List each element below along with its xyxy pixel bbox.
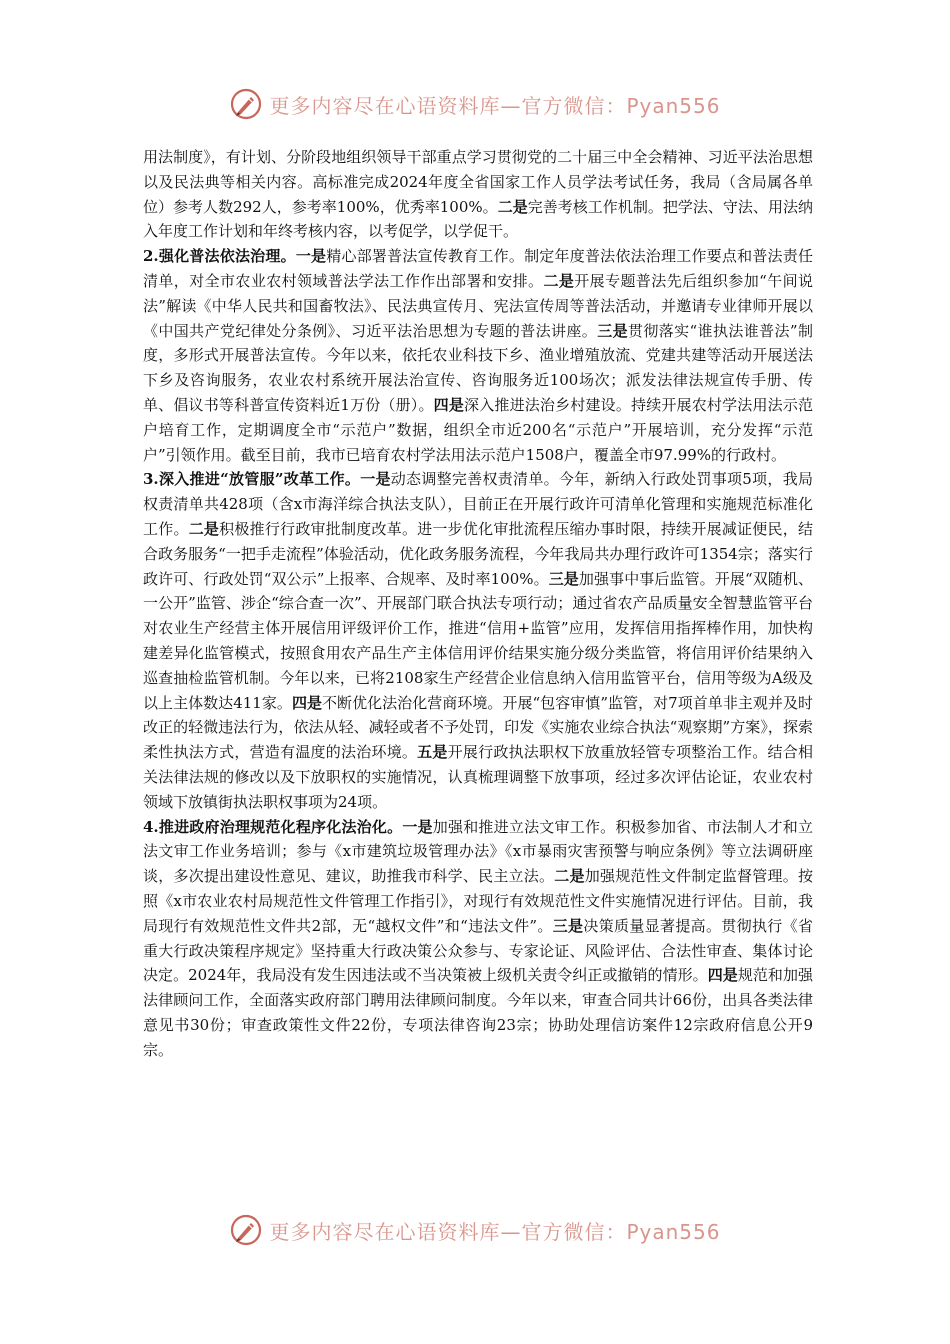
paragraph-text: 贯彻落实“谁执法谁普法”制度，多形式开展普法宣传。今年以来，依托农业科技下乡、渔业增殖放流、党建共建等活动开展送法下乡及咨询服务，农业农村系统开展法治宣传、咨询服务近100场次；派发法律法规宣传手册、传单、倡议书等科普宣传资料近1万份（册）。 <box>143 321 813 414</box>
header-watermark-banner <box>0 84 950 124</box>
ordinal-keyword: 五是 <box>417 743 448 762</box>
paragraph-text: 规范和加强法律顾问工作，全面落实政府部门聘用法律顾问制度。今年以来，审查合同共计66份，出具各类法律意见书30份；审查政策性文件22份，专项法律咨询23宗；协助处理信访案件12宗政府信息公开9宗。 <box>143 966 813 1059</box>
ordinal-keyword: 三是 <box>597 321 628 340</box>
ordinal-keyword: 三是 <box>552 916 584 935</box>
paragraph-text: 完善考核工作机制。把学法、守法、用法纳入年度工作计划和年终考核内容，以考促学，以学促干。 <box>143 197 813 241</box>
ordinal-keyword: 二是 <box>497 197 528 216</box>
ordinal-keyword: 二是 <box>188 519 220 538</box>
ordinal-keyword: 四是 <box>433 395 465 414</box>
paragraph <box>143 145 813 244</box>
pen-logo-icon <box>229 1213 263 1247</box>
ordinal-keyword: 一是 <box>295 247 327 266</box>
ordinal-keyword: 二是 <box>554 867 585 886</box>
paragraph-text: 动态调整完善权责清单。今年，新纳入行政处罚事项5项，我局权责清单共428项（含x市海洋综合执法支队），目前正在开展行政许可清单化管理和实施规范标准化工作。 <box>143 470 813 538</box>
document-body <box>143 145 813 1062</box>
pen-logo-icon <box>229 87 263 121</box>
paragraph-text: 加强规范性文件制定监督管理。按照《x市农业农村局规范性文件管理工作指引》，对现行有效规范性文件实施情况进行评估。目前，我局现行有效规范性文件共2部，无“越权文件”和“违法文件”。 <box>143 867 813 935</box>
ordinal-keyword: 一是 <box>360 470 391 489</box>
paragraph-text: 用法制度》，有计划、分阶段地组织领导干部重点学习贯彻党的二十届三中全会精神、习近平法治思想以及民法典等相关内容。高标准完成2024年度全省国家工作人员学法考试任务，我局（含局属各单位）参考人数292人，参考率100%，优秀率100%。 <box>143 148 813 216</box>
ordinal-keyword: 三是 <box>548 569 579 588</box>
paragraph-text: 积极推行行政审批制度改革。进一步优化审批流程压缩办事时限，持续开展减证便民，结合政务服务“一把手走流程”体验活动，优化政务服务流程，今年我局共办理行政许可1354宗；落实行政许可、行政处罚“双公示”上报率、合规率、及时率100%。 <box>143 519 813 588</box>
paragraph-heading: 3.深入推进“放管服”改革工作。 <box>143 470 361 489</box>
ordinal-keyword: 一是 <box>402 817 433 836</box>
paragraph-text: 精心部署普法宣传教育工作。制定年度普法依法治理工作要点和普法责任清单，对全市农业农村领域普法学法工作作出部署和安排。 <box>143 247 813 290</box>
paragraph <box>143 815 813 1063</box>
paragraph-text: 决策质量显著提高。贯彻执行《省重大行政决策程序规定》坚持重大行政决策公众参与、专家论证、风险评估、合法性审查、集体讨论决定。2024年，我局没有发生因违法或不当决策被上级机关责令纠正或撤销的情形。 <box>143 916 813 985</box>
banner-text: 更多内容尽在心语资料库—官方微信：Pyan556 <box>269 93 721 118</box>
paragraph <box>143 467 813 814</box>
paragraph-heading: 4.推进政府治理规范化程序化法治化。 <box>143 817 403 836</box>
footer-watermark-banner <box>0 1210 950 1250</box>
paragraph-text: 加强和推进立法文审工作。积极参加省、市法制人才和立法文审工作业务培训；参与《x市建筑垃圾管理办法》《x市暴雨灾害预警与响应条例》等立法调研座谈，多次提出建设性意见、建议，助推我市科学、民主立法。 <box>143 817 813 886</box>
paragraph-text: 加强事中事后监管。开展“双随机、一公开”监管、涉企“综合查一次”、开展部门联合执法专项行动；通过省农产品质量安全智慧监管平台对农业生产经营主体开展信用评级评价工作，推进“信用+监管”应用，发挥信用指挥棒作用，加快构建差异化监管模式，按照食用农产品生产主体信用评价结果实施分级分类监管，将信用评价结果纳入巡查抽检监管机制。今年以来，已将2108家生产经营企业信息纳入信用监管平台，信用等级为A级及以上主体数达411家。 <box>143 569 813 712</box>
banner-text: 更多内容尽在心语资料库—官方微信：Pyan556 <box>269 1219 721 1244</box>
ordinal-keyword: 二是 <box>543 271 575 290</box>
paragraph-heading: 2.强化普法依法治理。 <box>143 247 296 266</box>
paragraph-text: 不断优化法治化营商环境。开展“包容审慎”监管，对7项首单非主观并及时改正的轻微违法行为，依法从轻、减轻或者不予处罚，印发《实施农业综合执法“观察期”方案》，探索柔性执法方式，营造有温度的法治环境。 <box>143 693 813 762</box>
ordinal-keyword: 四是 <box>291 693 323 712</box>
paragraph-text: 开展行政执法职权下放重放轻管专项整治工作。结合相关法律法规的修改以及下放职权的实施情况，认真梳理调整下放事项，经过多次评估论证，农业农村领域下放镇街执法职权事项为24项。 <box>143 743 813 811</box>
ordinal-keyword: 四是 <box>707 966 738 985</box>
paragraph-text: 深入推进法治乡村建设。持续开展农村学法用法示范户培育工作，定期调度全市“示范户”数据，组织全市近200名“示范户”开展培训，充分发挥“示范户”引领作用。截至目前，我市已培育农村学法用法示范户1508户，覆盖全市97.99%的行政村。 <box>143 395 813 464</box>
paragraph-text: 开展专题普法先后组织参加“午间说法”解读《中华人民共和国畜牧法》、民法典宣传月、宪法宣传周等普法活动，并邀请专业律师开展以《中国共产党纪律处分条例》、习近平法治思想为专题的普法讲座。 <box>143 271 813 340</box>
paragraph <box>143 244 813 467</box>
